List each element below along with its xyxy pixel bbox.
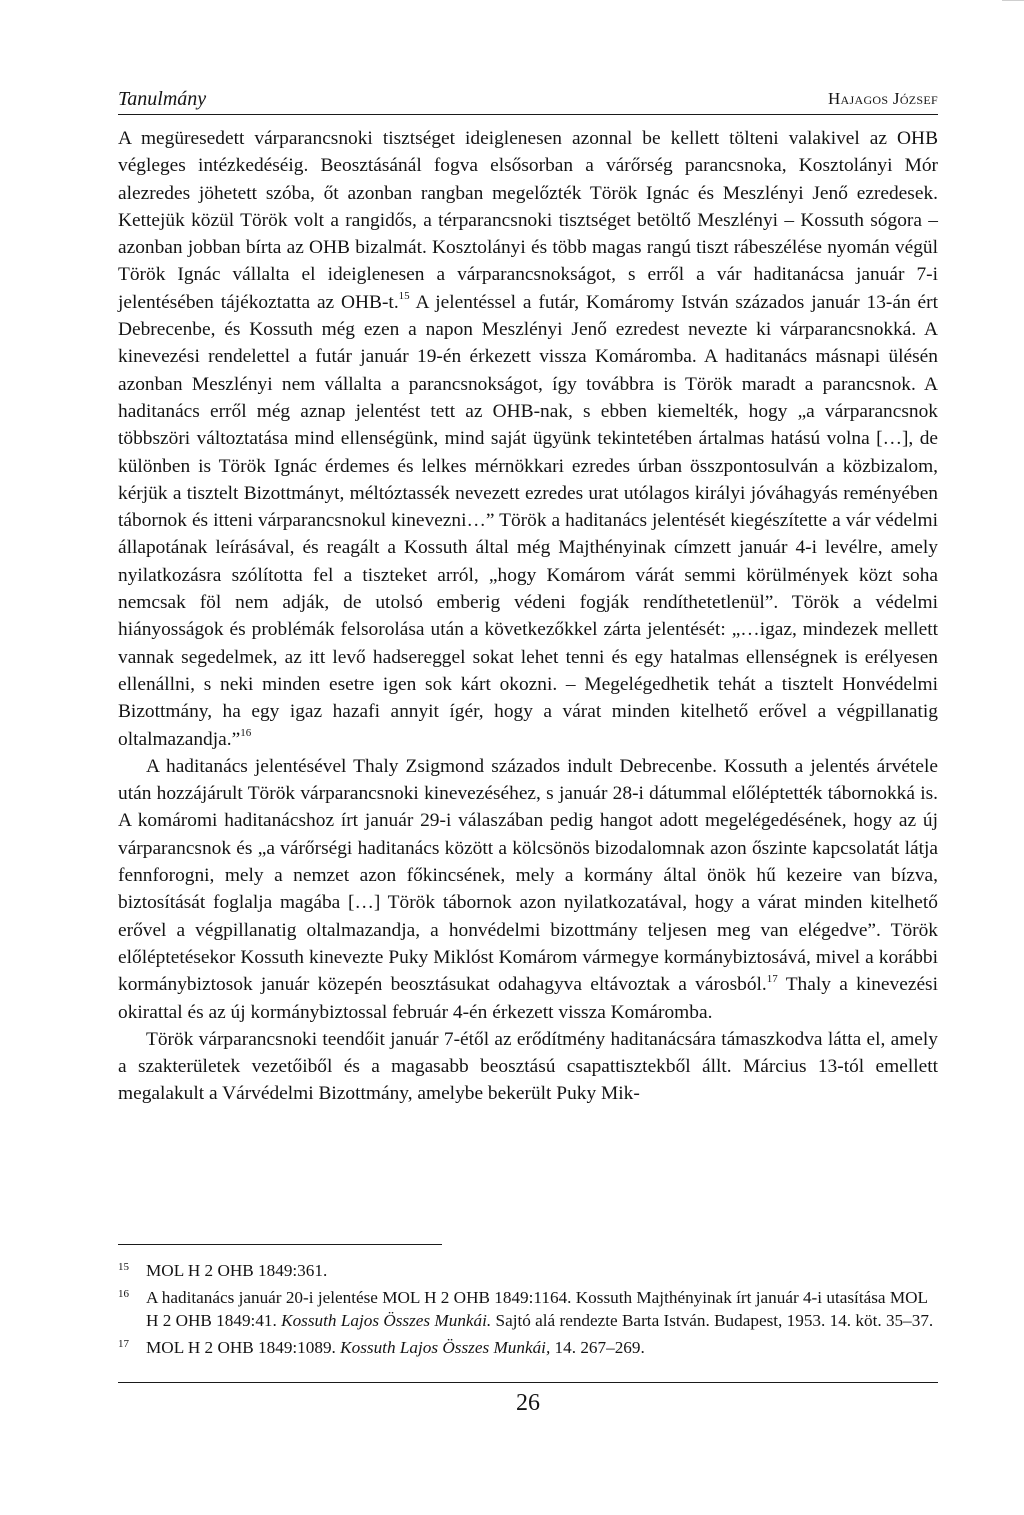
page-number: 26 xyxy=(516,1390,540,1416)
author-name: Hajagos József xyxy=(827,89,938,108)
article-body xyxy=(118,125,938,1108)
footnote-ref-15[interactable]: 15 xyxy=(398,290,410,303)
footnote-number: 15 xyxy=(118,1261,129,1273)
bottom-rule xyxy=(118,1382,938,1383)
footnote-text: MOL H 2 OHB 1849:1089. Kossuth Lajos Összes Munkái, 14. 267–269. xyxy=(146,1337,645,1357)
paragraph-3: Török várparancsnoki teendőit január 7-étől az erődítmény haditanácsára támaszkodva látta el, amely a szakterületek vezetőiből és a magasabb beosztású csapattisztekből állt. Március 13-tól emellett megalakult a Várvédelmi Bizottmány, amelybe bekerült Puky Mik- xyxy=(118,1028,938,1105)
paragraph-2 xyxy=(118,753,938,1026)
footnote-text: A haditanács január 20-i jelentése MOL H 2 OHB 1849:1164. Kossuth Majthényinak írt január 4-i utasítása MOL H 2 OHB 1849:41. Kossuth Lajos Összes Munkái. Sajtó alá rendezte Barta István. Budapest, 1953. 14. köt. 35–37. xyxy=(146,1287,934,1331)
paragraph-2-text-a: A haditanács jelentésével Thaly Zsigmond százados indult Debrecenbe. Kossuth a jelentés árvétele után hozzájárult Török várparancsnoki kinevezéséhez, s január 28-i dátummal előléptették tábornokká is. A komáromi haditanácshoz írt január 29-i válaszában pedig hangot adott megelégedésének, hogy az új várparancsnok és „a várőrségi haditanács között a kölcsönös bizodalomnak azon őszinte kapcsolatát látja fennforogni, mely a nemzet azon főkincsének, mely a kormány által önök hű kezeire van bízva, biztosítását foglalja magába […] Török tábornok azon nyilatkozatával, hogy a várat minden kitelhető erővel a végpillanatig oltalmazandja, a honvédelmi bizottmány teljesen meg van elégedve”. Török előléptetésekor Kossuth kinevezte Puky Miklóst Komárom vármegye kormánybiztosává, mivel a korábbi kormánybiztosok január közepén beosztásukat odahagyva eltávoztak a városból. xyxy=(118,755,938,996)
footnote-italic: Kossuth Lajos Összes Munkái. xyxy=(281,1311,492,1331)
footnote-text: MOL H 2 OHB 1849:361. xyxy=(146,1261,328,1280)
section-title: Tanulmány xyxy=(118,88,207,110)
footnote xyxy=(118,1259,938,1283)
paragraph-1-text-b: A jelentéssel a futár, Komáromy István százados január 13-án ért Debrecenbe, és Kossuth még ezen a napon Meszlényi Jenő ezredest nevezte ki várparancsnokká. A kinevezési rendelettel a futár január 19-én érkezett vissza Komáromba. A haditanács másnapi ülésén azonban Meszlényi nem vállalta a parancsnokságot, így továbbra is Török maradt a parancsnok. A haditanács erről még aznap jelentést tett az OHB-nak, s ebben kiemelték, hogy „a várparancsnok többszöri változtatása mind ellenségünk, mind saját ügyünk tekintetében ártalmas hatású volna […], de különben is Török Ignác érdemes és lelkes mérnökkari ezredes úrban összpontosulván a közbizalom, kérjük a tisztelt Bizottmányt, méltóztassék nevezett ezredes urat utólagos királyi jóváhagyás reményében tábornok és itteni várparancsnokul kinevezni…” Török a haditanács jelentését kiegészítette a vár védelmi állapotának leírásával, és reagált a Kossuth által még Majthényinak címzett január 4-i levélre, amely nyilatkozásra szólította fel a tiszteket arról, „hogy Komárom várát semmi körülmények közt soha nemcsak föl nem adják, de utolsó emberig védeni fogják rendíthetetlenül”. Török a védelmi hiányosságok és problémák felsorolása után a következőkkel zárta jelentését: „…igaz, mindezek mellett vannak segedelmek, az itt levő hadsereggel sokat lehet tenni és egy hatalmas ellenségnek is erélyesen ellenállni, s neki minden esetre igen sok kárt okozni. – Megelégedhetik tehát a tisztelt Honvédelmi Bizottmány, ha egy igaz hazafi annyit ígér, hogy a várat minden kitelhető erővel a végpillanatig oltalmazandja.” xyxy=(118,291,939,750)
scan-edge-mark xyxy=(1002,0,1024,1)
paragraph-2-text-b: Thaly a kinevezési okirattal és az új kormánybiztossal február 4-én érkezett vissza Komáromba. xyxy=(118,974,938,1023)
paragraph-1 xyxy=(118,125,938,753)
document-page xyxy=(118,0,938,1515)
footnote-italic: Kossuth Lajos Összes Munkái, xyxy=(340,1337,551,1357)
footnotes xyxy=(118,1259,938,1362)
footnote-number: 17 xyxy=(118,1337,129,1350)
footnote xyxy=(118,1336,938,1360)
paragraph-1-text-a: A megüresedett várparancsnoki tisztséget ideiglenesen azonnal be kellett tölteni valakivel az OHB végleges intézkedéséig. Beosztásánál fogva elsősorban a várőrség parancsnoka, Kosztolányi Mór alezredes jöhetett szóba, őt azonban rangban megelőzték Török Ignác és Meszlényi Jenő ezredesek. Kettejük közül Török volt a rangidős, a térparancsnoki tisztséget betöltő Meszlényi – Kossuth sógora – azonban jobban bírta az OHB bizalmát. Kosztolányi és több magas rangú tiszt rábeszélése nyomán végül Török Ignác vállalta el ideiglenesen a várparancsnokságot, s erről a vár haditanácsa január 7-i jelentésében tájékoztatta az OHB-t. xyxy=(118,128,938,313)
footnote-number: 16 xyxy=(118,1287,129,1300)
footnote-separator xyxy=(118,1244,442,1245)
footnote-ref-17[interactable]: 17 xyxy=(766,972,778,985)
footnote-ref-16[interactable]: 16 xyxy=(240,727,252,740)
footnote xyxy=(118,1286,938,1333)
running-header xyxy=(118,84,938,115)
